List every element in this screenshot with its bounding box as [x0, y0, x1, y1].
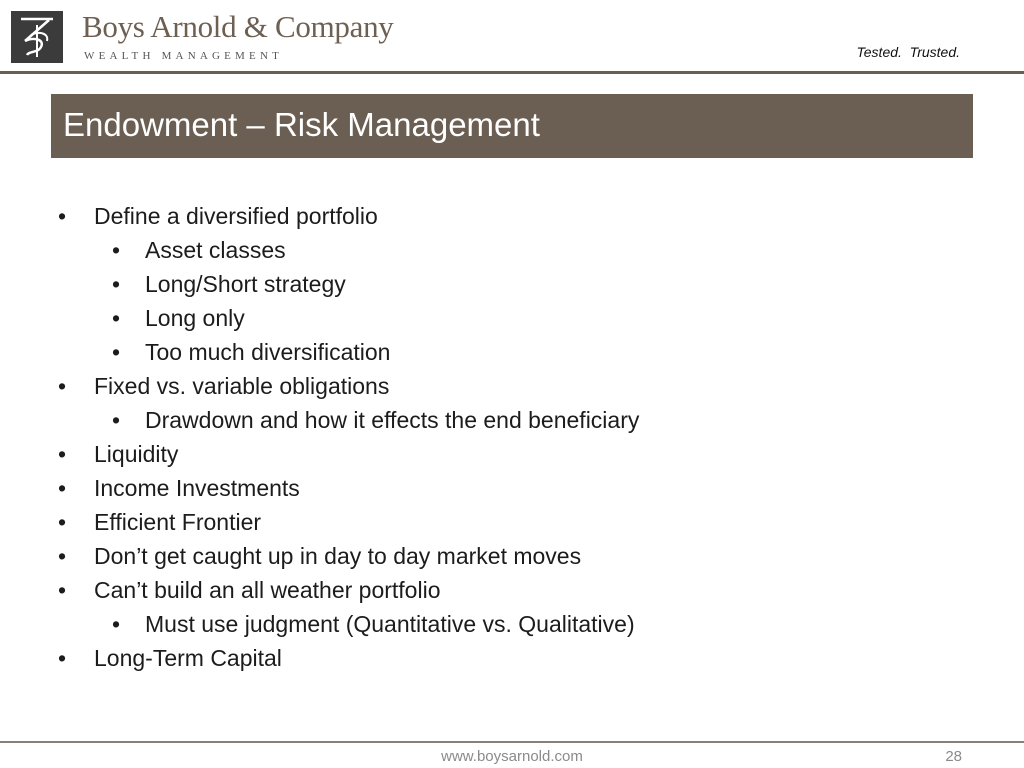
bullet-text: Can’t build an all weather portfolio	[94, 577, 441, 603]
bullet-text: Income Investments	[94, 475, 300, 501]
bullet-text: Efficient Frontier	[94, 509, 262, 535]
bullet-text: Fixed vs. variable obligations	[94, 373, 390, 399]
bullet-marker: •	[58, 373, 67, 399]
bullet-marker: •	[112, 237, 121, 263]
bullet-marker: •	[58, 543, 67, 569]
bullet-marker: •	[112, 271, 121, 297]
footer-divider	[0, 741, 1024, 743]
bullet-marker: •	[112, 339, 121, 365]
footer-url: www.boysarnold.com	[441, 748, 583, 765]
page-number: 28	[945, 748, 962, 765]
bullet-text: Long-Term Capital	[94, 645, 282, 671]
bullet-text: Don’t get caught up in day to day market moves	[94, 543, 582, 569]
bullet-text: Must use judgment (Quantitative vs. Qualitative)	[145, 611, 635, 637]
bullet-marker: •	[112, 305, 121, 331]
bullet-marker: •	[58, 475, 67, 501]
company-name: Boys Arnold & Company	[82, 9, 394, 44]
bullet-marker: •	[112, 407, 121, 433]
header-divider	[0, 71, 1024, 74]
bullet-text: Define a diversified portfolio	[94, 203, 378, 229]
bullet-marker: •	[58, 509, 67, 535]
tagline: Tested. Trusted.	[856, 44, 960, 60]
bullet-text: Long only	[145, 305, 245, 331]
bullet-marker: •	[58, 441, 67, 467]
bullet-marker: •	[58, 577, 67, 603]
bullet-marker: •	[112, 611, 121, 637]
bullet-text: Long/Short strategy	[145, 271, 346, 297]
slide-title: Endowment – Risk Management	[63, 106, 540, 143]
bullet-marker: •	[58, 645, 67, 671]
bullet-text: Too much diversification	[145, 339, 391, 365]
slide-title-banner	[51, 94, 973, 158]
company-monogram-icon	[11, 11, 63, 63]
bullet-text: Drawdown and how it effects the end beneficiary	[145, 407, 640, 433]
bullet-text: Asset classes	[145, 237, 286, 263]
bullet-text: Liquidity	[94, 441, 179, 467]
company-subtitle: WEALTH MANAGEMENT	[84, 50, 284, 62]
bullet-marker: •	[58, 203, 67, 229]
